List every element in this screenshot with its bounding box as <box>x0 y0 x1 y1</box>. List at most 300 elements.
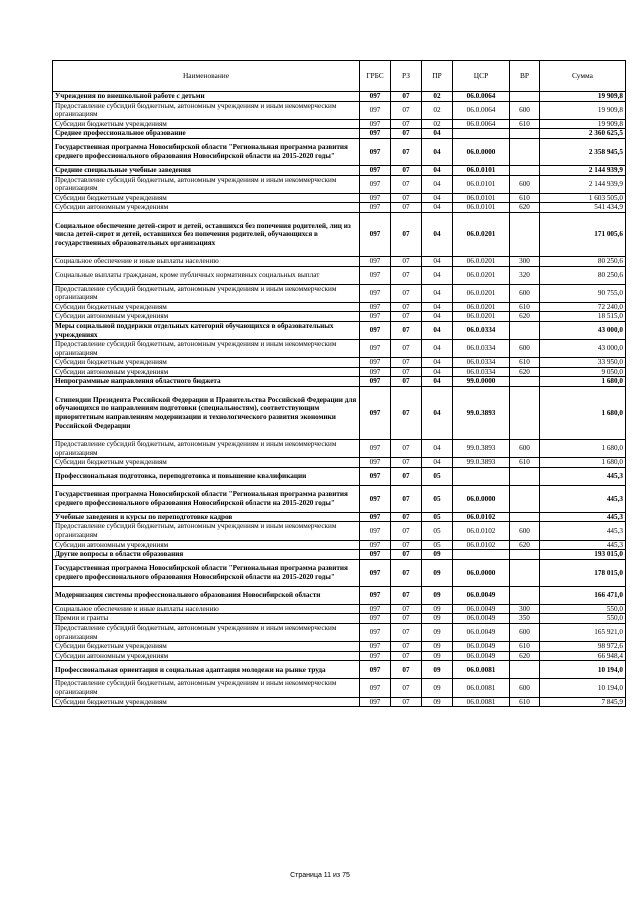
cell-grbs: 097 <box>360 387 391 440</box>
cell-sum: 72 240,0 <box>540 302 626 312</box>
cell-vr: 600 <box>510 175 540 193</box>
cell-pr: 09 <box>422 697 453 707</box>
cell-grbs: 097 <box>360 203 391 213</box>
cell-name: Другие вопросы в области образования <box>53 550 360 560</box>
cell-pr: 05 <box>422 485 453 512</box>
table-row <box>53 642 626 652</box>
cell-vr: 600 <box>510 624 540 642</box>
cell-vr: 620 <box>510 312 540 322</box>
cell-sum: 178 015,0 <box>540 559 626 586</box>
cell-rz: 07 <box>391 165 422 175</box>
cell-rz: 07 <box>391 203 422 213</box>
cell-pr: 09 <box>422 679 453 697</box>
cell-vr <box>510 212 540 256</box>
cell-sum: 10 194,0 <box>540 661 626 679</box>
cell-rz: 07 <box>391 340 422 358</box>
cell-pr: 09 <box>422 624 453 642</box>
cell-pr: 04 <box>422 256 453 266</box>
cell-rz: 07 <box>391 467 422 485</box>
table-row <box>53 165 626 175</box>
cell-rz: 07 <box>391 614 422 624</box>
cell-vr: 620 <box>510 203 540 213</box>
cell-sum: 445,3 <box>540 485 626 512</box>
cell-pr: 09 <box>422 642 453 652</box>
cell-rz: 07 <box>391 559 422 586</box>
table-row <box>53 661 626 679</box>
cell-vr: 600 <box>510 101 540 119</box>
cell-pr: 04 <box>422 312 453 322</box>
cell-csr: 06.0.0049 <box>453 642 510 652</box>
cell-sum: 2 358 945,5 <box>540 138 626 165</box>
cell-sum: 1 680,0 <box>540 458 626 468</box>
cell-vr <box>510 138 540 165</box>
cell-name: Субсидии бюджетным учреждениям <box>53 642 360 652</box>
cell-csr: 06.0.0000 <box>453 138 510 165</box>
cell-grbs: 097 <box>360 586 391 604</box>
cell-sum: 9 050,0 <box>540 367 626 377</box>
cell-rz: 07 <box>391 387 422 440</box>
page-footer: Страница 11 из 75 <box>290 872 350 879</box>
cell-csr: 06.0.0334 <box>453 340 510 358</box>
cell-csr: 06.0.0101 <box>453 165 510 175</box>
table-row <box>53 302 626 312</box>
cell-vr: 600 <box>510 284 540 302</box>
table-row <box>53 467 626 485</box>
cell-csr: 99.0.0000 <box>453 377 510 387</box>
table-row <box>53 212 626 256</box>
cell-grbs: 097 <box>360 165 391 175</box>
cell-vr <box>510 512 540 522</box>
cell-grbs: 097 <box>360 458 391 468</box>
cell-csr: 06.0.0201 <box>453 266 510 284</box>
cell-vr: 620 <box>510 651 540 661</box>
cell-grbs: 097 <box>360 129 391 139</box>
cell-pr: 05 <box>422 512 453 522</box>
cell-name: Учреждения по внешкольной работе с детьми <box>53 92 360 102</box>
cell-name: Профессиональная ориентация и социальная адаптация молодежи на рынке труда <box>53 661 360 679</box>
cell-name: Предоставление субсидий бюджетным, автономным учреждениям и иным некоммерческим организациям <box>53 284 360 302</box>
cell-name: Учебные заведения и курсы по переподготовке кадров <box>53 512 360 522</box>
cell-csr <box>453 467 510 485</box>
cell-sum: 541 434,9 <box>540 203 626 213</box>
cell-rz: 07 <box>391 101 422 119</box>
table-row <box>53 119 626 129</box>
cell-name: Субсидии автономным учреждениям <box>53 312 360 322</box>
cell-grbs: 097 <box>360 377 391 387</box>
cell-grbs: 097 <box>360 119 391 129</box>
cell-sum: 445,3 <box>540 540 626 550</box>
cell-grbs: 097 <box>360 138 391 165</box>
cell-name: Субсидии автономным учреждениям <box>53 540 360 550</box>
cell-vr <box>510 165 540 175</box>
cell-name: Субсидии автономным учреждениям <box>53 203 360 213</box>
cell-grbs: 097 <box>360 367 391 377</box>
cell-vr: 320 <box>510 266 540 284</box>
cell-csr: 06.0.0064 <box>453 92 510 102</box>
table-row <box>53 358 626 368</box>
cell-vr: 610 <box>510 697 540 707</box>
cell-sum: 2 144 939,9 <box>540 165 626 175</box>
cell-rz: 07 <box>391 119 422 129</box>
cell-name: Государственная программа Новосибирской области "Региональная программа развития среднего профессионального образования Новосибирской области на 2015-2020 годы" <box>53 559 360 586</box>
cell-pr: 04 <box>422 203 453 213</box>
cell-csr: 06.0.0201 <box>453 256 510 266</box>
table-row <box>53 138 626 165</box>
cell-grbs: 097 <box>360 512 391 522</box>
cell-name: Предоставление субсидий бюджетным, автономным учреждениям и иным некоммерческим организациям <box>53 440 360 458</box>
cell-sum: 1 680,0 <box>540 387 626 440</box>
cell-sum: 171 005,6 <box>540 212 626 256</box>
table-row <box>53 321 626 339</box>
cell-grbs: 097 <box>360 440 391 458</box>
cell-pr: 04 <box>422 302 453 312</box>
cell-grbs: 097 <box>360 321 391 339</box>
cell-pr: 09 <box>422 604 453 614</box>
cell-rz: 07 <box>391 312 422 322</box>
cell-name: Предоставление субсидий бюджетным, автономным учреждениям и иным некоммерческим организациям <box>53 101 360 119</box>
cell-csr: 06.0.0102 <box>453 522 510 540</box>
cell-sum: 550,0 <box>540 614 626 624</box>
cell-csr: 06.0.0049 <box>453 586 510 604</box>
cell-pr: 04 <box>422 387 453 440</box>
cell-grbs: 097 <box>360 550 391 560</box>
cell-vr: 610 <box>510 193 540 203</box>
cell-rz: 07 <box>391 212 422 256</box>
cell-sum: 90 755,0 <box>540 284 626 302</box>
cell-csr: 06.0.0334 <box>453 367 510 377</box>
cell-vr: 300 <box>510 604 540 614</box>
cell-name: Субсидии бюджетным учреждениям <box>53 358 360 368</box>
cell-csr: 06.0.0334 <box>453 358 510 368</box>
cell-pr: 05 <box>422 540 453 550</box>
cell-sum: 7 845,9 <box>540 697 626 707</box>
cell-grbs: 097 <box>360 604 391 614</box>
cell-grbs: 097 <box>360 193 391 203</box>
cell-grbs: 097 <box>360 266 391 284</box>
cell-rz: 07 <box>391 377 422 387</box>
cell-csr: 06.0.0049 <box>453 614 510 624</box>
cell-sum: 19 909,8 <box>540 119 626 129</box>
cell-name: Социальное обеспечение и иные выплаты населению <box>53 256 360 266</box>
cell-pr: 04 <box>422 175 453 193</box>
cell-pr: 04 <box>422 458 453 468</box>
cell-pr: 05 <box>422 467 453 485</box>
table-header-row <box>53 61 626 92</box>
cell-name: Субсидии автономным учреждениям <box>53 367 360 377</box>
cell-name: Меры социальной поддержки отдельных категорий обучающихся в образовательных учреждениях <box>53 321 360 339</box>
cell-sum: 193 015,0 <box>540 550 626 560</box>
table-row <box>53 458 626 468</box>
cell-pr: 04 <box>422 193 453 203</box>
table-row <box>53 485 626 512</box>
cell-rz: 07 <box>391 129 422 139</box>
cell-csr: 06.0.0201 <box>453 302 510 312</box>
cell-vr <box>510 661 540 679</box>
cell-vr: 600 <box>510 440 540 458</box>
cell-rz: 07 <box>391 512 422 522</box>
cell-grbs: 097 <box>360 101 391 119</box>
cell-sum: 550,0 <box>540 604 626 614</box>
cell-csr: 06.0.0081 <box>453 697 510 707</box>
cell-csr: 06.0.0201 <box>453 284 510 302</box>
cell-sum: 445,3 <box>540 512 626 522</box>
cell-vr: 620 <box>510 540 540 550</box>
cell-rz: 07 <box>391 256 422 266</box>
table-row <box>53 387 626 440</box>
cell-grbs: 097 <box>360 358 391 368</box>
header-csr: ЦСР <box>453 61 510 92</box>
cell-pr: 04 <box>422 358 453 368</box>
cell-grbs: 097 <box>360 679 391 697</box>
cell-csr: 99.0.3893 <box>453 458 510 468</box>
cell-rz: 07 <box>391 550 422 560</box>
cell-sum: 66 948,4 <box>540 651 626 661</box>
cell-sum: 2 144 939,9 <box>540 175 626 193</box>
cell-csr: 06.0.0334 <box>453 321 510 339</box>
cell-sum: 1 680,0 <box>540 377 626 387</box>
cell-pr: 09 <box>422 614 453 624</box>
cell-rz: 07 <box>391 522 422 540</box>
table-row <box>53 679 626 697</box>
header-sum: Сумма <box>540 61 626 92</box>
cell-grbs: 097 <box>360 540 391 550</box>
cell-grbs: 097 <box>360 284 391 302</box>
table-row <box>53 604 626 614</box>
cell-sum: 165 921,0 <box>540 624 626 642</box>
cell-vr <box>510 485 540 512</box>
cell-vr <box>510 550 540 560</box>
cell-pr: 04 <box>422 284 453 302</box>
table-row <box>53 312 626 322</box>
cell-csr: 06.0.0201 <box>453 312 510 322</box>
cell-name: Профессиональная подготовка, переподготовка и повышение квалификации <box>53 467 360 485</box>
cell-grbs: 097 <box>360 212 391 256</box>
cell-pr: 02 <box>422 101 453 119</box>
table-row <box>53 203 626 213</box>
cell-pr: 04 <box>422 165 453 175</box>
cell-grbs: 097 <box>360 697 391 707</box>
cell-name: Социальное обеспечение детей-сирот и детей, оставшихся без попечения родителей, лиц из числа детей-сирот и детей, оставшихся без попечения родителей, обучающихся в государственных образовательных организациях <box>53 212 360 256</box>
cell-csr: 06.0.0081 <box>453 679 510 697</box>
cell-grbs: 097 <box>360 340 391 358</box>
cell-vr: 620 <box>510 367 540 377</box>
cell-vr <box>510 92 540 102</box>
cell-sum: 10 194,0 <box>540 679 626 697</box>
cell-pr: 04 <box>422 212 453 256</box>
cell-sum: 445,3 <box>540 467 626 485</box>
cell-name: Субсидии бюджетным учреждениям <box>53 302 360 312</box>
cell-sum: 19 909,8 <box>540 101 626 119</box>
cell-csr: 06.0.0064 <box>453 101 510 119</box>
cell-csr: 06.0.0000 <box>453 559 510 586</box>
cell-pr: 04 <box>422 377 453 387</box>
cell-grbs: 097 <box>360 485 391 512</box>
cell-grbs: 097 <box>360 651 391 661</box>
cell-vr <box>510 321 540 339</box>
cell-rz: 07 <box>391 175 422 193</box>
cell-csr: 06.0.0049 <box>453 624 510 642</box>
cell-name: Субсидии бюджетным учреждениям <box>53 193 360 203</box>
cell-vr: 300 <box>510 256 540 266</box>
cell-csr: 06.0.0102 <box>453 540 510 550</box>
table-row <box>53 266 626 284</box>
cell-sum: 166 471,0 <box>540 586 626 604</box>
cell-pr: 09 <box>422 559 453 586</box>
cell-rz: 07 <box>391 485 422 512</box>
cell-pr: 04 <box>422 340 453 358</box>
cell-rz: 07 <box>391 458 422 468</box>
cell-pr: 02 <box>422 119 453 129</box>
table-row <box>53 550 626 560</box>
cell-name: Субсидии автономным учреждениям <box>53 651 360 661</box>
cell-pr: 04 <box>422 321 453 339</box>
cell-name: Непрограммные направления областного бюджета <box>53 377 360 387</box>
cell-grbs: 097 <box>360 624 391 642</box>
cell-csr: 06.0.0081 <box>453 661 510 679</box>
cell-rz: 07 <box>391 624 422 642</box>
cell-pr: 05 <box>422 522 453 540</box>
cell-name: Социальное обеспечение и иные выплаты населению <box>53 604 360 614</box>
cell-rz: 07 <box>391 642 422 652</box>
cell-csr: 06.0.0102 <box>453 512 510 522</box>
cell-sum: 18 515,0 <box>540 312 626 322</box>
cell-sum: 19 909,8 <box>540 92 626 102</box>
cell-pr: 04 <box>422 440 453 458</box>
cell-rz: 07 <box>391 138 422 165</box>
table-row <box>53 284 626 302</box>
cell-sum: 1 680,0 <box>540 440 626 458</box>
cell-csr: 99.0.3893 <box>453 440 510 458</box>
cell-rz: 07 <box>391 92 422 102</box>
header-vr: ВР <box>510 61 540 92</box>
header-rz: РЗ <box>391 61 422 92</box>
table-row <box>53 129 626 139</box>
cell-rz: 07 <box>391 266 422 284</box>
cell-name: Премии и гранты <box>53 614 360 624</box>
cell-rz: 07 <box>391 302 422 312</box>
cell-grbs: 097 <box>360 467 391 485</box>
cell-rz: 07 <box>391 586 422 604</box>
cell-pr: 09 <box>422 586 453 604</box>
cell-csr: 99.0.3893 <box>453 387 510 440</box>
cell-grbs: 097 <box>360 642 391 652</box>
cell-sum: 80 250,6 <box>540 266 626 284</box>
cell-pr: 04 <box>422 367 453 377</box>
cell-pr: 04 <box>422 129 453 139</box>
cell-vr <box>510 586 540 604</box>
cell-rz: 07 <box>391 604 422 614</box>
table-row <box>53 559 626 586</box>
cell-vr <box>510 467 540 485</box>
cell-rz: 07 <box>391 193 422 203</box>
cell-name: Предоставление субсидий бюджетным, автономным учреждениям и иным некоммерческим организациям <box>53 340 360 358</box>
cell-rz: 07 <box>391 661 422 679</box>
cell-name: Среднее профессиональное образование <box>53 129 360 139</box>
cell-sum: 43 000,0 <box>540 340 626 358</box>
cell-rz: 07 <box>391 540 422 550</box>
cell-csr <box>453 550 510 560</box>
cell-name: Субсидии бюджетным учреждениям <box>53 697 360 707</box>
cell-vr: 610 <box>510 119 540 129</box>
cell-sum: 2 360 625,5 <box>540 129 626 139</box>
cell-name: Субсидии бюджетным учреждениям <box>53 458 360 468</box>
cell-name: Модернизация системы профессионального образования Новосибирской области <box>53 586 360 604</box>
cell-csr: 06.0.0064 <box>453 119 510 129</box>
table-row <box>53 193 626 203</box>
cell-csr: 06.0.0000 <box>453 485 510 512</box>
cell-vr: 610 <box>510 358 540 368</box>
cell-grbs: 097 <box>360 614 391 624</box>
cell-name: Предоставление субсидий бюджетным, автономным учреждениям и иным некоммерческим организациям <box>53 624 360 642</box>
cell-rz: 07 <box>391 440 422 458</box>
cell-name: Средние специальные учебные заведения <box>53 165 360 175</box>
cell-grbs: 097 <box>360 312 391 322</box>
cell-rz: 07 <box>391 679 422 697</box>
cell-rz: 07 <box>391 358 422 368</box>
cell-sum: 33 950,0 <box>540 358 626 368</box>
cell-pr: 04 <box>422 266 453 284</box>
cell-name: Предоставление субсидий бюджетным, автономным учреждениям и иным некоммерческим организациям <box>53 522 360 540</box>
table-row <box>53 377 626 387</box>
cell-vr: 610 <box>510 458 540 468</box>
cell-vr: 600 <box>510 679 540 697</box>
cell-name: Предоставление субсидий бюджетным, автономным учреждениям и иным некоммерческим организациям <box>53 679 360 697</box>
cell-vr <box>510 559 540 586</box>
table-row <box>53 340 626 358</box>
table-row <box>53 614 626 624</box>
cell-rz: 07 <box>391 321 422 339</box>
cell-csr: 06.0.0049 <box>453 604 510 614</box>
cell-name: Субсидии бюджетным учреждениям <box>53 119 360 129</box>
cell-pr: 02 <box>422 92 453 102</box>
cell-vr <box>510 387 540 440</box>
cell-vr <box>510 377 540 387</box>
cell-vr: 610 <box>510 302 540 312</box>
cell-grbs: 097 <box>360 302 391 312</box>
cell-csr: 06.0.0101 <box>453 203 510 213</box>
cell-csr: 06.0.0101 <box>453 193 510 203</box>
cell-rz: 07 <box>391 697 422 707</box>
cell-name: Стипендии Президента Российской Федерации и Правительства Российской Федерации для обучающихся по направлениям подготовки (специальностям), соответствующим приоритетным направлениям модернизации и технологического развития экономики Российской Федерации <box>53 387 360 440</box>
cell-pr: 04 <box>422 138 453 165</box>
cell-rz: 07 <box>391 651 422 661</box>
cell-vr: 350 <box>510 614 540 624</box>
cell-csr <box>453 129 510 139</box>
cell-rz: 07 <box>391 367 422 377</box>
cell-vr: 610 <box>510 642 540 652</box>
budget-table <box>52 60 626 707</box>
cell-csr: 06.0.0049 <box>453 651 510 661</box>
cell-sum: 445,3 <box>540 522 626 540</box>
cell-name: Социальные выплаты гражданам, кроме публичных нормативных социальных выплат <box>53 266 360 284</box>
cell-csr: 06.0.0201 <box>453 212 510 256</box>
cell-grbs: 097 <box>360 256 391 266</box>
table-row <box>53 92 626 102</box>
cell-pr: 09 <box>422 550 453 560</box>
cell-pr: 09 <box>422 651 453 661</box>
table-row <box>53 440 626 458</box>
table-row <box>53 651 626 661</box>
table-row <box>53 367 626 377</box>
table-row <box>53 512 626 522</box>
table-row <box>53 522 626 540</box>
cell-grbs: 097 <box>360 175 391 193</box>
cell-sum: 80 250,6 <box>540 256 626 266</box>
header-pr: ПР <box>422 61 453 92</box>
cell-name: Государственная программа Новосибирской области "Региональная программа развития среднего профессионального образования Новосибирской области на 2015-2020 годы" <box>53 138 360 165</box>
cell-grbs: 097 <box>360 92 391 102</box>
cell-sum: 98 972,6 <box>540 642 626 652</box>
